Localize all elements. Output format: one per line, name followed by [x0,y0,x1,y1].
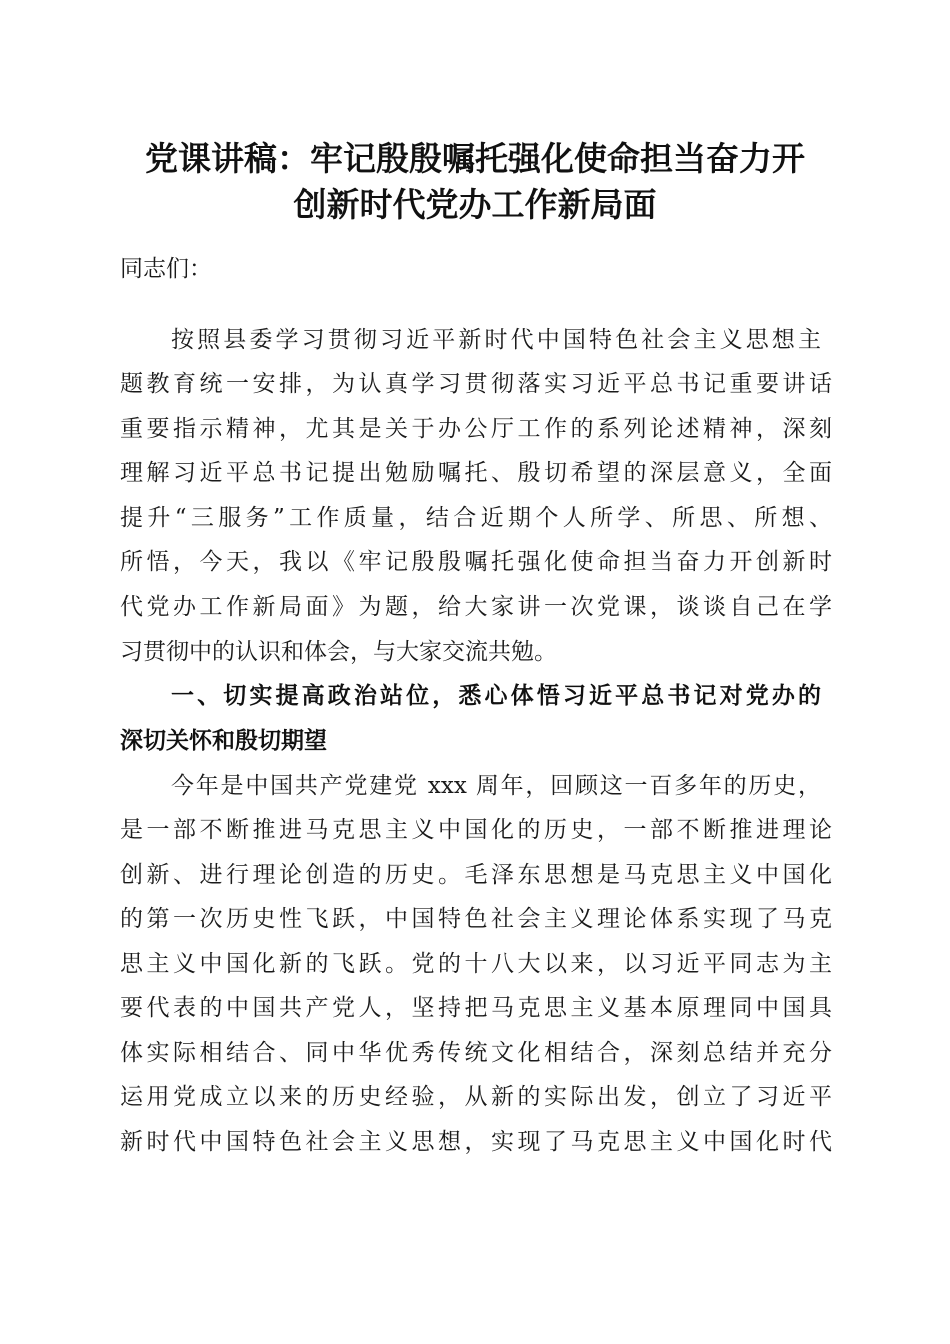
intro-line: 按照县委学习贯彻习近平新时代中国特色社会主义思想主 [171,327,821,353]
section-heading-line-1: 一、切实提高政治站位，悉心体悟习近平总书记对党办的 [171,683,821,709]
section-body-line: 的第一次历史性飞跃，中国特色社会主义理论体系实现了马克 [120,906,832,932]
intro-line: 提升“三服务”工作质量，结合近期个人所学、所思、所想、 [120,505,832,531]
section-body-line: 是一部不断推进马克思主义中国化的历史，一部不断推进理论 [120,817,832,843]
section-body-line: 新时代中国特色社会主义思想，实现了马克思主义中国化时代 [120,1129,832,1155]
intro-line: 重要指示精神，尤其是关于办公厅工作的系列论述精神，深刻 [120,416,832,442]
intro-line: 题教育统一安排，为认真学习贯彻落实习近平总书记重要讲话 [120,371,832,397]
intro-line: 习贯彻中的认识和体会，与大家交流共勉。 [120,639,557,665]
document-title-line-2: 创新时代党办工作新局面 [293,185,657,224]
intro-line: 所悟，今天，我以《牢记殷殷嘱托强化使命担当奋力开创新时 [120,549,832,575]
section-body-line: 思主义中国化新的飞跃。党的十八大以来，以习近平同志为主 [120,951,832,977]
section-body-line: 运用党成立以来的历史经验，从新的实际出发，创立了习近平 [120,1084,832,1110]
section-body-line: 创新、进行理论创造的历史。毛泽东思想是马克思主义中国化 [120,862,832,888]
section-body-line: 体实际相结合、同中华优秀传统文化相结合，深刻总结并充分 [120,1040,832,1066]
salutation: 同志们： [120,256,212,282]
document-title-line-1: 党课讲稿：牢记殷殷嘱托强化使命担当奋力开 [145,139,805,178]
intro-line: 理解习近平总书记提出勉励嘱托、殷切希望的深层意义，全面 [120,460,832,486]
section-body-line: 今年是中国共产党建党 xxx 周年，回顾这一百多年的历史， [171,773,821,799]
section-heading-line-2: 深切关怀和殷切期望 [120,728,327,754]
section-body-line: 要代表的中国共产党人，坚持把马克思主义基本原理同中国具 [120,995,832,1021]
intro-line: 代党办工作新局面》为题，给大家讲一次党课，谈谈自己在学 [120,594,832,620]
